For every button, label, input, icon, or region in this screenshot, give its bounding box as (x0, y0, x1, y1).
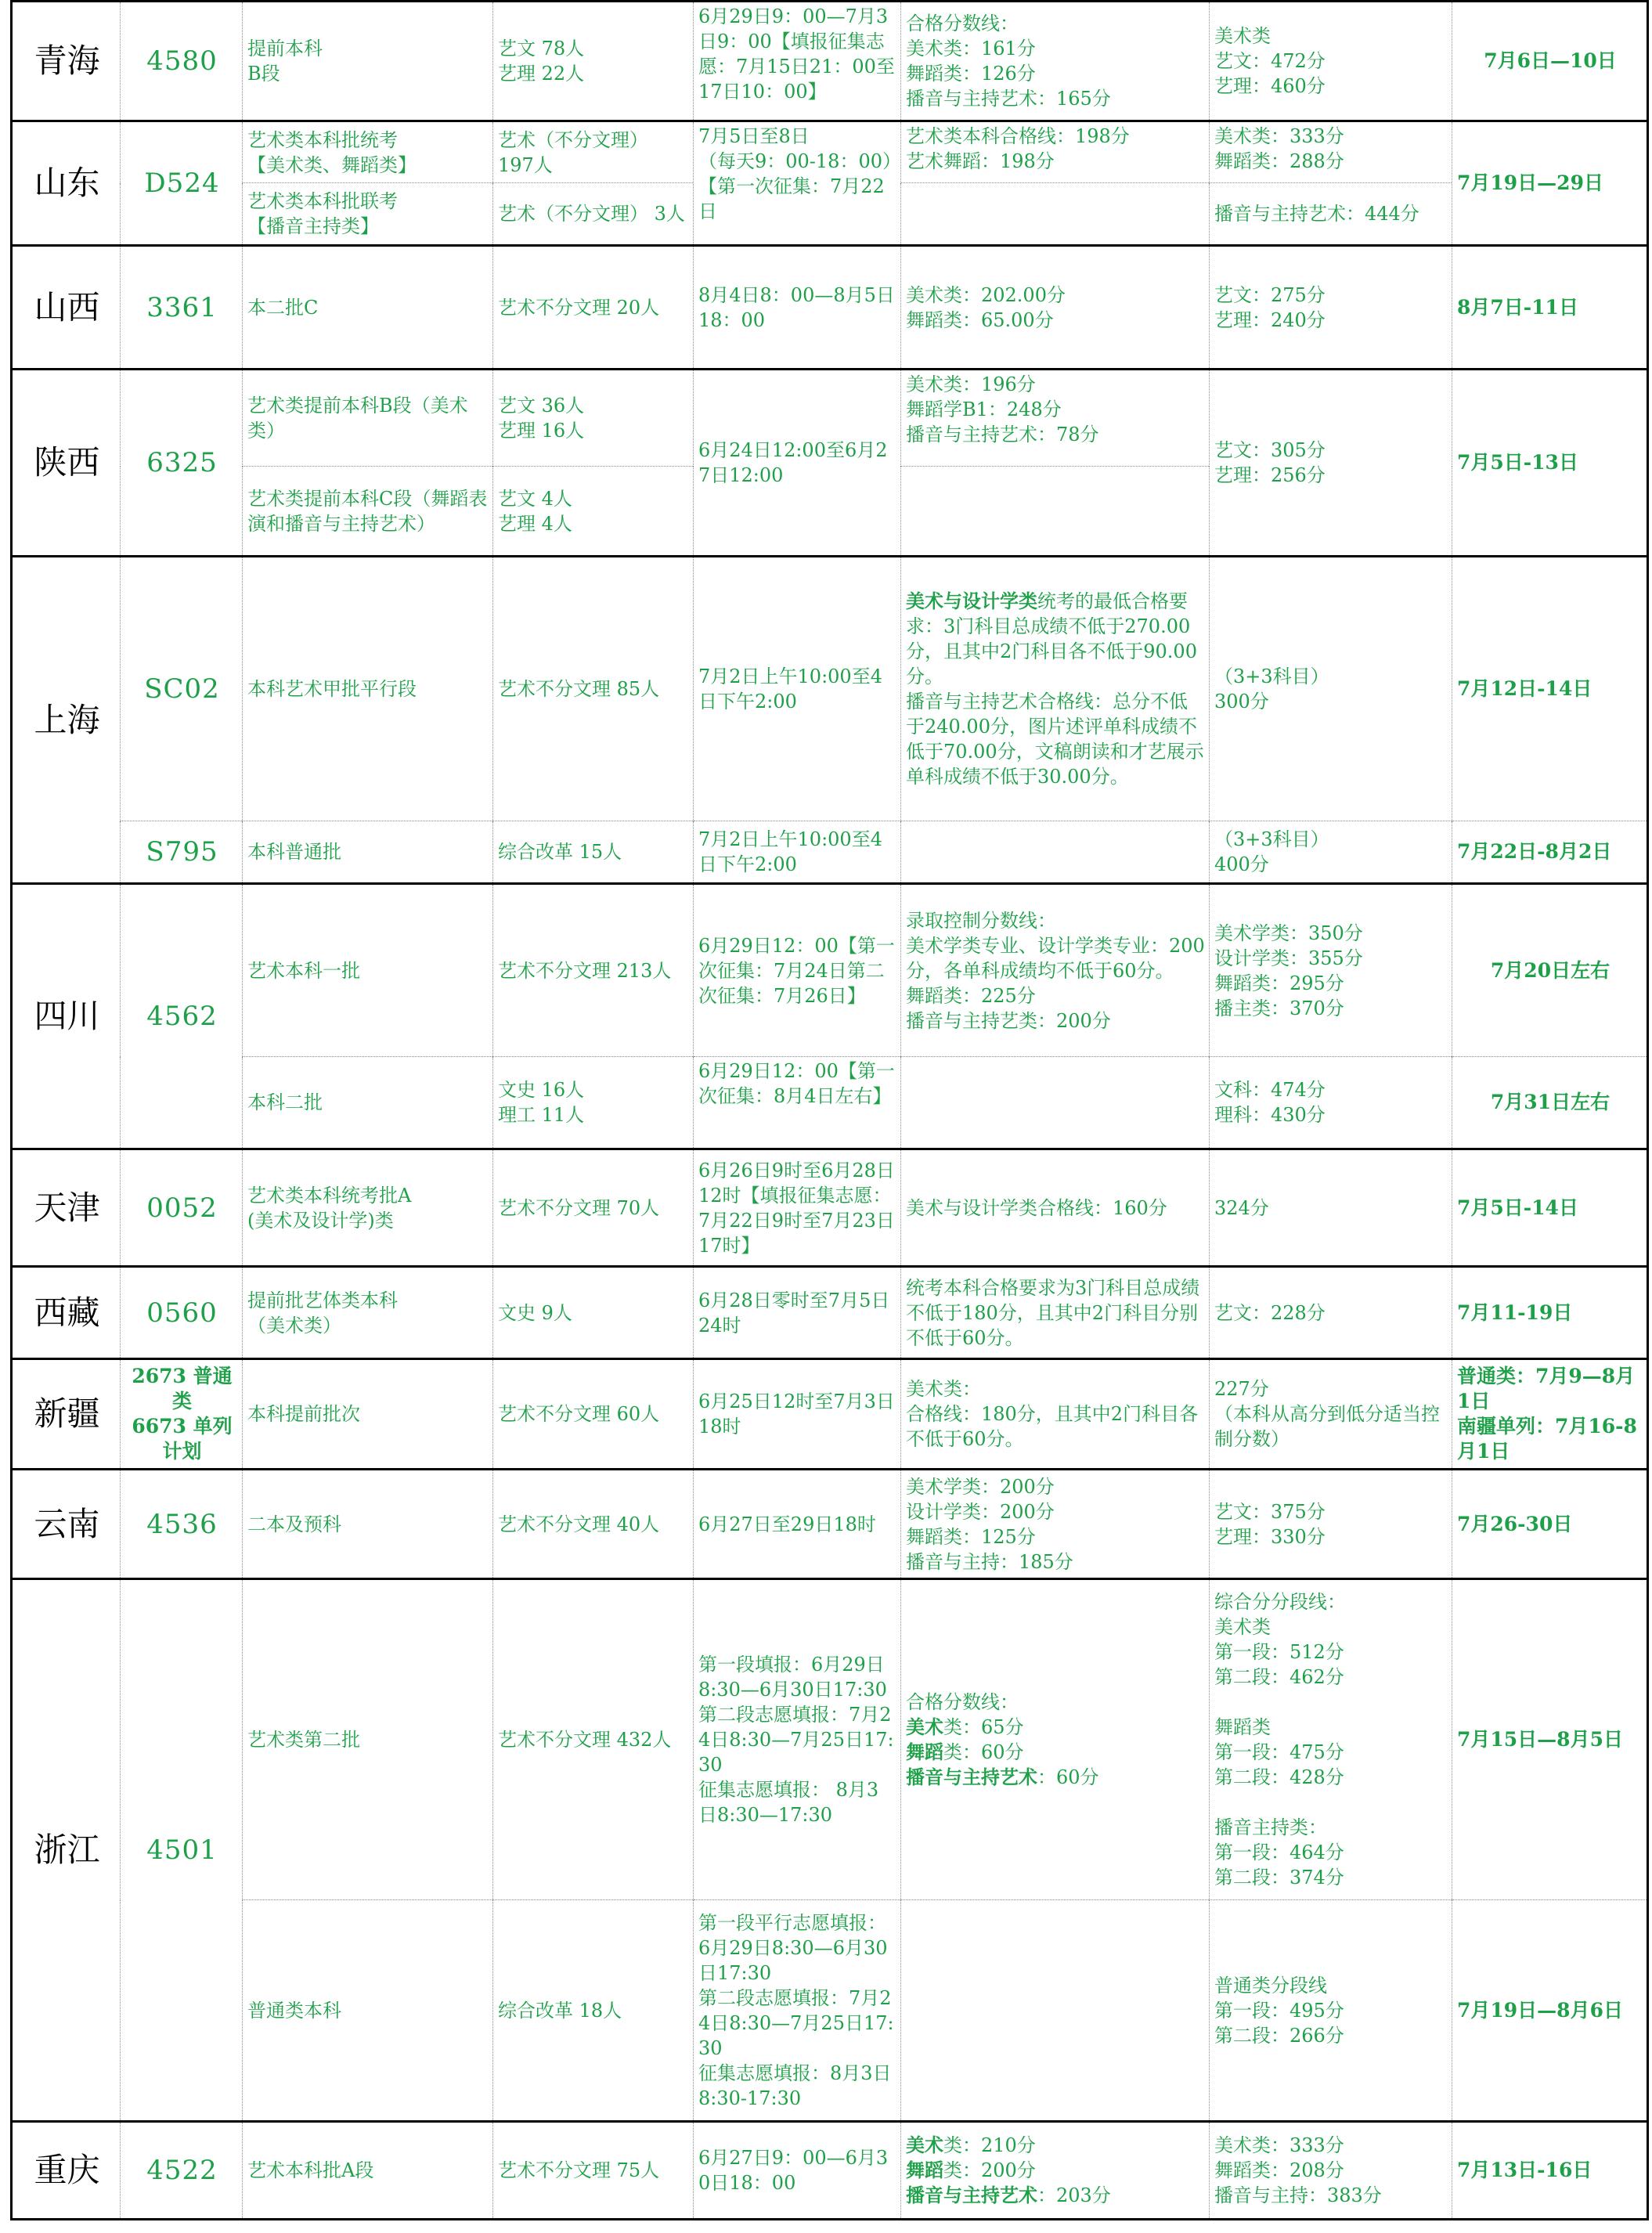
admission-table (10, 0, 1649, 2220)
province-cell: 云南 (12, 1470, 121, 1579)
plan-cell: 综合改革 18人 (493, 1900, 694, 2122)
row-zhejiang-2 (12, 1900, 1648, 2122)
admission-time-cell: 7月20日左右 (1452, 884, 1648, 1057)
fill-time-cell: 6月29日9：00—7月3日9：00【填报征集志愿：7月15日21：00至17日10：00】 (694, 2, 901, 121)
admission-time-cell: 7月26-30日 (1452, 1470, 1648, 1579)
admission-time-cell: 7月15日—8月5日 (1452, 1579, 1648, 1900)
row-shanghai (12, 557, 1648, 821)
row-shanghai-2 (12, 821, 1648, 884)
score-line-cell: 美术与设计学类统考的最低合格要求：3门科目总成绩不低于270.00分，且其中2门科目各不低于90.00分。 播音与主持艺术合格线：总分不低于240.00分，图片述评单科成绩不低于70.00分，文稿朗读和才艺展示单科成绩不低于30.00分。 (901, 557, 1210, 821)
code-cell: 6325 (121, 370, 243, 557)
batch-cell: 本科二批 (243, 1057, 493, 1149)
fill-time-cell: 6月26日9时至6月28日12时【填报征集志愿：7月22日9时至7月23日17时】 (694, 1149, 901, 1267)
province-cell: 山东 (12, 121, 121, 246)
cutoff-cell: 播音与主持艺术：444分 (1210, 183, 1452, 246)
province-cell: 四川 (12, 884, 121, 1149)
code-cell: 4501 (121, 1579, 243, 2122)
plan-cell: 文史 9人 (493, 1267, 694, 1359)
plan-cell: 艺文 36人 艺理 16人 (493, 370, 694, 467)
score-line-cell: 艺术类本科合格线：198分 艺术舞蹈：198分 (901, 121, 1210, 183)
plan-cell: 艺术不分文理 70人 (493, 1149, 694, 1267)
plan-cell: 艺术不分文理 60人 (493, 1359, 694, 1470)
fill-time-cell: 6月29日12：00【第一次征集：8月4日左右】 (694, 1057, 901, 1149)
score-line-cell: 合格分数线： 美术类：65分 舞蹈类：60分 播音与主持艺术：60分 (901, 1579, 1210, 1900)
row-xizang (12, 1267, 1648, 1359)
plan-cell: 艺术（不分文理） 197人 (493, 121, 694, 183)
fill-time-cell: 7月2日上午10:00至4日下午2:00 (694, 557, 901, 821)
cutoff-cell: 综合分分段线： 美术类 第一段：512分 第二段：462分 舞蹈类 第一段：475分 第二段：428分 播音主持类： 第一段：464分 第二段：374分 (1210, 1579, 1452, 1900)
fill-time-cell: 7月2日上午10:00至4日下午2:00 (694, 821, 901, 884)
admission-time-cell: 8月7日-11日 (1452, 246, 1648, 370)
admission-time-cell: 7月31日左右 (1452, 1057, 1648, 1149)
score-line-cell: 合格分数线： 美术类：161分 舞蹈类：126分 播音与主持艺术：165分 (901, 2, 1210, 121)
province-cell: 上海 (12, 557, 121, 884)
plan-cell: 艺术不分文理 432人 (493, 1579, 694, 1900)
batch-cell: 艺术类第二批 (243, 1579, 493, 1900)
row-shandong (12, 121, 1648, 183)
batch-cell: 艺术类本科统考批A (美术及设计学)类 (243, 1149, 493, 1267)
code-cell: 2673 普通类 6673 单列计划 (121, 1359, 243, 1470)
code-cell: 4536 (121, 1470, 243, 1579)
cutoff-cell: 美术学类：350分 设计学类：355分 舞蹈类：295分 播主类：370分 (1210, 884, 1452, 1057)
admission-time-cell: 7月5日-14日 (1452, 1149, 1648, 1267)
plan-cell: 艺文 4人 艺理 4人 (493, 467, 694, 557)
row-xinjiang (12, 1359, 1648, 1470)
score-line-cell: 美术类：196分 舞蹈学B1：248分 播音与主持艺术：78分 (901, 370, 1210, 467)
plan-cell: 艺术不分文理 75人 (493, 2122, 694, 2220)
province-cell: 重庆 (12, 2122, 121, 2220)
batch-cell: 本科提前批次 (243, 1359, 493, 1470)
row-yunnan (12, 1470, 1648, 1579)
fill-time-cell: 8月4日8：00—8月5日18：00 (694, 246, 901, 370)
province-cell: 天津 (12, 1149, 121, 1267)
batch-cell: 本科艺术甲批平行段 (243, 557, 493, 821)
fill-time-cell: 6月25日12时至7月3日18时 (694, 1359, 901, 1470)
province-cell: 陕西 (12, 370, 121, 557)
code-cell: SC02 (121, 557, 243, 821)
plan-cell: 艺术不分文理 85人 (493, 557, 694, 821)
cutoff-cell: 艺文：375分 艺理：330分 (1210, 1470, 1452, 1579)
cutoff-cell: 普通类分段线 第一段：495分 第二段：266分 (1210, 1900, 1452, 2122)
cutoff-cell: 文科：474分 理科：430分 (1210, 1057, 1452, 1149)
admission-time-cell: 7月13日-16日 (1452, 2122, 1648, 2220)
fill-time-cell: 6月28日零时至7月5日24时 (694, 1267, 901, 1359)
code-cell: 3361 (121, 246, 243, 370)
cutoff-cell: 227分 （本科从高分到低分适当控制分数） (1210, 1359, 1452, 1470)
batch-cell: 二本及预科 (243, 1470, 493, 1579)
row-tianjin (12, 1149, 1648, 1267)
fill-time-cell: 第一段平行志愿填报：6月29日8:30—6月30日17:30 第二段志愿填报：7月24日8:30—7月25日17:30 征集志愿填报：8月3日8:30-17:30 (694, 1900, 901, 2122)
fill-time-cell: 6月27日至29日18时 (694, 1470, 901, 1579)
cutoff-cell: 美术类 艺文：472分 艺理：460分 (1210, 2, 1452, 121)
row-sichuan-2 (12, 1057, 1648, 1149)
cutoff-cell: （3+3科目） 400分 (1210, 821, 1452, 884)
province-cell: 山西 (12, 246, 121, 370)
score-line-cell (901, 821, 1210, 884)
score-line-cell (901, 467, 1210, 557)
batch-cell: 艺术本科一批 (243, 884, 493, 1057)
cutoff-cell: （3+3科目） 300分 (1210, 557, 1452, 821)
score-line-cell: 美术类： 合格线：180分，且其中2门科目各不低于60分。 (901, 1359, 1210, 1470)
row-sichuan (12, 884, 1648, 1057)
admission-time-cell: 7月12日-14日 (1452, 557, 1648, 821)
admission-time-cell: 普通类：7月9—8月1日 南疆单列：7月16-8月1日 (1452, 1359, 1648, 1470)
code-cell: 0052 (121, 1149, 243, 1267)
score-line-cell (901, 183, 1210, 246)
batch-cell: 艺术类提前本科C段（舞蹈表演和播音与主持艺术） (243, 467, 493, 557)
cutoff-cell: 艺文：228分 (1210, 1267, 1452, 1359)
province-cell: 青海 (12, 2, 121, 121)
row-chongqing (12, 2122, 1648, 2220)
cutoff-cell: 美术类：333分 舞蹈类：288分 (1210, 121, 1452, 183)
fill-time-cell: 6月24日12:00至6月27日12:00 (694, 370, 901, 557)
score-line-cell: 统考本科合格要求为3门科目总成绩不低于180分，且其中2门科目分别不低于60分。 (901, 1267, 1210, 1359)
batch-cell: 艺术类本科批联考 【播音主持类】 (243, 183, 493, 246)
plan-cell: 艺术不分文理 213人 (493, 884, 694, 1057)
batch-cell: 提前本科 B段 (243, 2, 493, 121)
admission-time-cell: 7月6日—10日 (1452, 2, 1648, 121)
row-shaanxi (12, 370, 1648, 467)
code-cell: 4562 (121, 884, 243, 1149)
score-line-cell: 美术学类：200分 设计学类：200分 舞蹈类：125分 播音与主持：185分 (901, 1470, 1210, 1579)
score-line-cell: 美术类：202.00分 舞蹈类：65.00分 (901, 246, 1210, 370)
plan-cell: 文史 16人 理工 11人 (493, 1057, 694, 1149)
batch-cell: 本科普通批 (243, 821, 493, 884)
plan-cell: 艺文 78人 艺理 22人 (493, 2, 694, 121)
batch-cell: 本二批C (243, 246, 493, 370)
row-shanxi (12, 246, 1648, 370)
plan-cell: 艺术（不分文理） 3人 (493, 183, 694, 246)
cutoff-cell: 艺文：305分 艺理：256分 (1210, 370, 1452, 557)
code-cell: 4522 (121, 2122, 243, 2220)
province-cell: 新疆 (12, 1359, 121, 1470)
score-line-cell (901, 1900, 1210, 2122)
code-cell: D524 (121, 121, 243, 246)
admission-time-cell: 7月22日-8月2日 (1452, 821, 1648, 884)
fill-time-cell: 第一段填报：6月29日8:30—6月30日17:30 第二段志愿填报：7月24日8:30—7月25日17:30 征集志愿填报： 8月3日8:30—17:30 (694, 1579, 901, 1900)
score-line-cell: 录取控制分数线： 美术学类专业、设计学类专业：200分，各单科成绩均不低于60分。 舞蹈类：225分 播音与主持艺类：200分 (901, 884, 1210, 1057)
code-cell: 4580 (121, 2, 243, 121)
score-line-cell (901, 1057, 1210, 1149)
row-qinghai (12, 2, 1648, 121)
batch-cell: 提前批艺体类本科 （美术类） (243, 1267, 493, 1359)
batch-cell: 艺术类本科批统考 【美术类、舞蹈类】 (243, 121, 493, 183)
admission-time-cell: 7月19日—29日 (1452, 121, 1648, 246)
batch-cell: 艺术本科批A段 (243, 2122, 493, 2220)
score-line-cell: 美术与设计学类合格线：160分 (901, 1149, 1210, 1267)
province-cell: 西藏 (12, 1267, 121, 1359)
plan-cell: 艺术不分文理 20人 (493, 246, 694, 370)
score-line-cell: 美术类：210分 舞蹈类：200分 播音与主持艺术：203分 (901, 2122, 1210, 2220)
fill-time-cell: 7月5日至8日 （每天9：00-18：00） 【第一次征集：7月22日 (694, 121, 901, 246)
batch-cell: 普通类本科 (243, 1900, 493, 2122)
batch-cell: 艺术类提前本科B段（美术类） (243, 370, 493, 467)
code-cell: 0560 (121, 1267, 243, 1359)
admission-time-cell: 7月5日-13日 (1452, 370, 1648, 557)
cutoff-cell: 艺文：275分 艺理：240分 (1210, 246, 1452, 370)
province-cell: 浙江 (12, 1579, 121, 2122)
cutoff-cell: 美术类：333分 舞蹈类：208分 播音与主持：383分 (1210, 2122, 1452, 2220)
code-cell: S795 (121, 821, 243, 884)
admission-time-cell: 7月19日—8月6日 (1452, 1900, 1648, 2122)
plan-cell: 艺术不分文理 40人 (493, 1470, 694, 1579)
fill-time-cell: 6月27日9：00—6月30日18：00 (694, 2122, 901, 2220)
plan-cell: 综合改革 15人 (493, 821, 694, 884)
row-zhejiang (12, 1579, 1648, 1900)
fill-time-cell: 6月29日12：00【第一次征集：7月24日第二次征集：7月26日】 (694, 884, 901, 1057)
admission-time-cell: 7月11-19日 (1452, 1267, 1648, 1359)
cutoff-cell: 324分 (1210, 1149, 1452, 1267)
